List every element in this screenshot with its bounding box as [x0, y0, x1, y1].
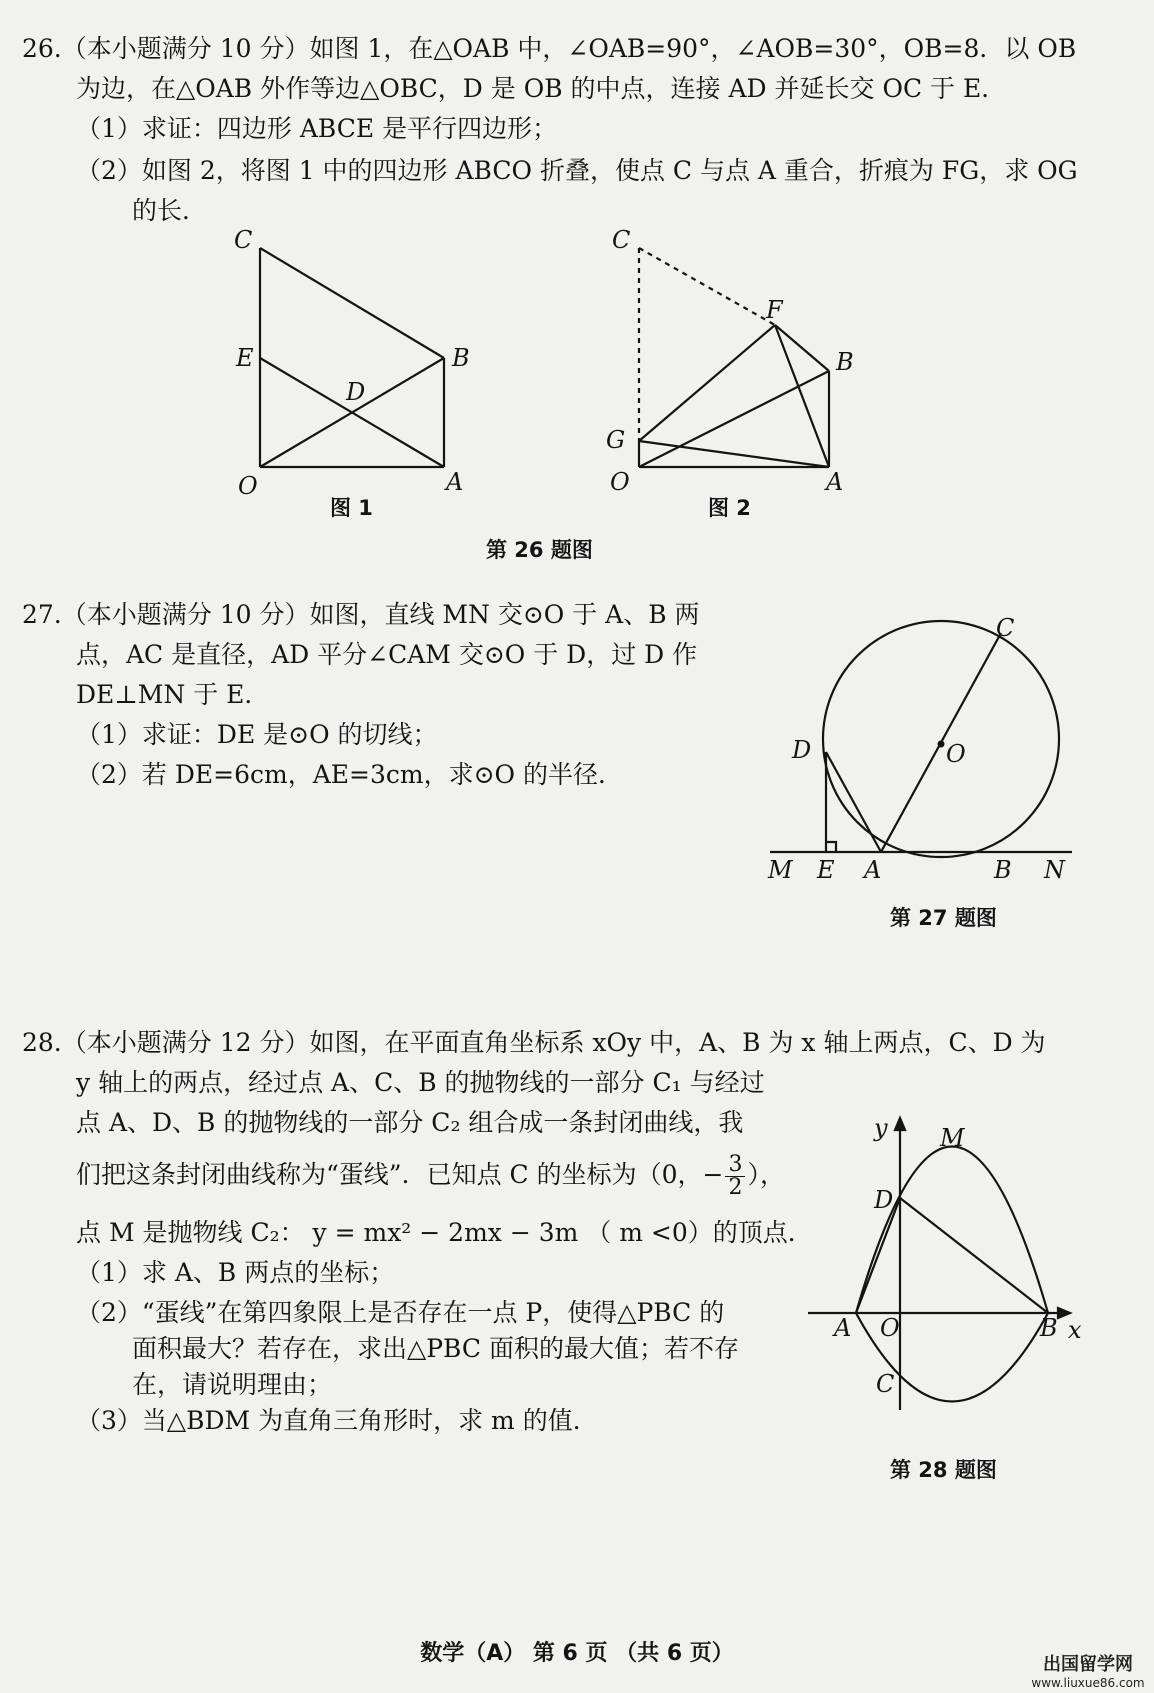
fig1-label-A: A [446, 468, 464, 496]
fig2-label-C: C [612, 226, 631, 254]
q27-line3: DE⊥MN 于 E． [76, 680, 270, 709]
q28-line5: 点 M 是抛物线 C₂： y = mx² − 2mx − 3m （ m <0）的顶点． [76, 1218, 813, 1247]
watermark-logo [1028, 1650, 1148, 1690]
fig2-label-O: O [610, 468, 630, 496]
q28-line4a: 们把这条封闭曲线称为“蛋线”．已知点 C 的坐标为（0，− [76, 1160, 724, 1189]
fig27-label-E: E [817, 856, 835, 884]
q26-line1: 26.（本小题满分 10 分）如图 1，在△OAB 中，∠OAB=90°，∠AOB=30°，OB=8．以 OB [22, 34, 1077, 63]
fig27-label-O: O [946, 740, 966, 768]
fig28-label-A: A [834, 1314, 852, 1342]
q28-part1: （1）求 A、B 两点的坐标； [76, 1258, 395, 1287]
segment-DB [900, 1198, 1048, 1313]
fig27-label-A: A [864, 856, 882, 884]
page-footer: 数学（A） 第 6 页 （共 6 页） [420, 1641, 734, 1666]
q26-part2: （2）如图 2，将图 1 中的四边形 ABCO 折叠，使点 C 与点 A 重合，折痕为 FG，求 OG [76, 156, 1078, 185]
fig27-label-D: D [792, 736, 812, 764]
fig27-label-B: B [994, 856, 1012, 884]
fig27-label-M: M [768, 856, 793, 884]
fig28-label-x: x [1068, 1316, 1082, 1344]
fig27-label-N: N [1044, 856, 1065, 884]
q27-line2: 点，AC 是直径，AD 平分∠CAM 交⊙O 于 D，过 D 作 [76, 640, 698, 669]
fig27-label-C: C [996, 614, 1015, 642]
q28-caption: 第 28 题图 [890, 1458, 997, 1482]
q26-caption: 第 26 题图 [486, 538, 593, 562]
fig28-label-O: O [880, 1314, 900, 1342]
fig2-label-A: A [826, 468, 844, 496]
q26-part2b: 的长． [132, 196, 208, 225]
q27-line1: 27.（本小题满分 10 分）如图，直线 MN 交⊙O 于 A、B 两 [22, 600, 700, 629]
fig1-label-C: C [234, 226, 253, 254]
y-axis-arrow [895, 1118, 905, 1130]
q28-part2a: （2）“蛋线”在第四象限上是否存在一点 P，使得△PBC 的 [76, 1298, 725, 1327]
fig2-label-B: B [836, 348, 854, 376]
q27-part2: （2）若 DE=6cm，AE=3cm，求⊙O 的半径． [76, 760, 623, 789]
fig2-caption: 图 2 [708, 496, 751, 520]
watermark-url: www.liuxue86.com [1031, 1676, 1145, 1690]
fig28-label-B: B [1040, 1314, 1058, 1342]
fig28-label-D: D [874, 1186, 894, 1214]
q27-part1: （1）求证：DE 是⊙O 的切线； [76, 720, 438, 749]
q28-part2c: 在，请说明理由； [132, 1370, 333, 1399]
fraction-numerator: 3 [725, 1154, 745, 1177]
q28-line1: 28.（本小题满分 12 分）如图，在平面直角坐标系 xOy 中，A、B 为 x 轴上两点，C、D 为 [22, 1028, 1046, 1057]
fig1-label-B: B [452, 344, 470, 372]
q26-line2: 为边，在△OAB 外作等边△OBC，D 是 OB 的中点，连接 AD 并延长交 OC 于 E． [76, 74, 1007, 103]
fig28-label-y: y [874, 1114, 888, 1142]
q28-line4b: ）， [747, 1160, 785, 1189]
watermark-name: 出国留学网 [1043, 1654, 1133, 1675]
q27-caption: 第 27 题图 [890, 906, 997, 930]
fig1-label-D: D [346, 378, 366, 406]
fig2-label-F: F [766, 296, 783, 324]
q28-part3: （3）当△BDM 为直角三角形时，求 m 的值． [76, 1406, 598, 1435]
q28-line3: 点 A、D、B 的抛物线的一部分 C₂ 组合成一条封闭曲线，我 [76, 1108, 744, 1137]
q28-line2: y 轴上的两点，经过点 A、C、B 的抛物线的一部分 C₁ 与经过 [76, 1068, 765, 1097]
segment-AD [856, 1198, 900, 1313]
q26-part1: （1）求证：四边形 ABCE 是平行四边形； [76, 114, 558, 143]
q28-part2b: 面积最大？若存在，求出△PBC 面积的最大值；若不存 [132, 1334, 739, 1363]
fig28-label-M: M [940, 1124, 965, 1152]
fraction-denominator: 2 [728, 1175, 743, 1200]
fig1-label-E: E [236, 344, 254, 372]
fig2-label-G: G [606, 426, 626, 454]
curve-C2-upper [856, 1147, 1048, 1314]
fig28-label-C: C [876, 1370, 895, 1398]
fig1-label-O: O [238, 472, 258, 500]
fig1-caption: 图 1 [330, 496, 373, 520]
